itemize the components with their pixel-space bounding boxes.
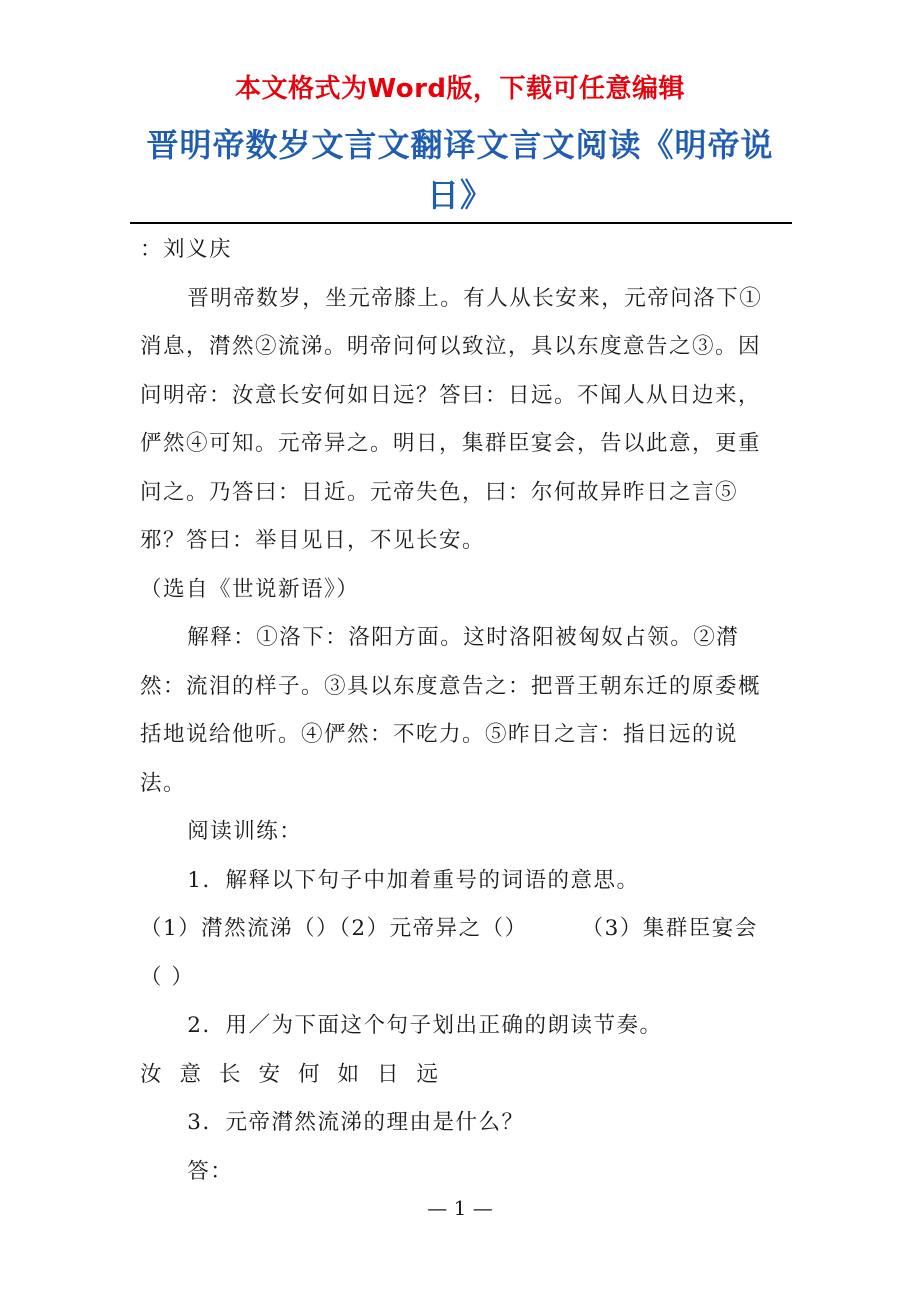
question-1-items: [140, 905, 780, 1002]
page-number: — 1 —: [427, 1196, 493, 1220]
title-divider: [130, 222, 792, 224]
answer-label: 答：: [187, 1158, 234, 1184]
question-2: 2．用／为下面这个句子划出正确的朗读节奏。: [187, 1013, 663, 1038]
document-title: 晋明帝数岁文言文翻译文言文阅读《明帝说日》: [146, 126, 774, 214]
question-1-items-b: （3）集群臣宴会（ ）: [140, 916, 758, 990]
question-1: 1．解释以下句子中加着重号的词语的意思。: [187, 867, 640, 893]
document-body: [140, 226, 780, 1196]
exercise-heading: 阅读训练：: [187, 819, 303, 844]
question-3: 3．元帝潸然流涕的理由是什么？: [187, 1110, 525, 1135]
question-1-items-a: （1）潸然流涕（）（2）元帝异之（）: [140, 916, 528, 941]
passage-paragraph: 晋明帝数岁，坐元帝膝上。有人从长安来，元帝问洛下①消息，潸然②流涕。明帝问何以致泣，具以东度意告之③。因问明帝：汝意长安何如日远？答曰：日远。不闻人从日边来，俨然④可知。元帝异之。明日，集群臣宴会，告以此意，更重问之。乃答曰：日近。元帝失色，曰：尔何故异昨日之言⑤邪？答曰：举目见日，不见长安。: [140, 285, 763, 553]
author-line: ：刘义庆: [140, 237, 233, 262]
question-2-sentence: 汝意长安何如日远: [140, 1061, 457, 1087]
notes-paragraph: 解释：①洛下：洛阳方面。这时洛阳被匈奴占领。②潸然：流泪的样子。③具以东度意告之：把晋王朝东迁的原委概括地说给他听。④俨然：不吃力。⑤昨日之言：指日远的说法。: [140, 625, 762, 796]
format-banner: 本文格式为Word版，下载可任意编辑: [234, 74, 686, 104]
source-citation: （选自《世说新语》）: [140, 576, 360, 602]
